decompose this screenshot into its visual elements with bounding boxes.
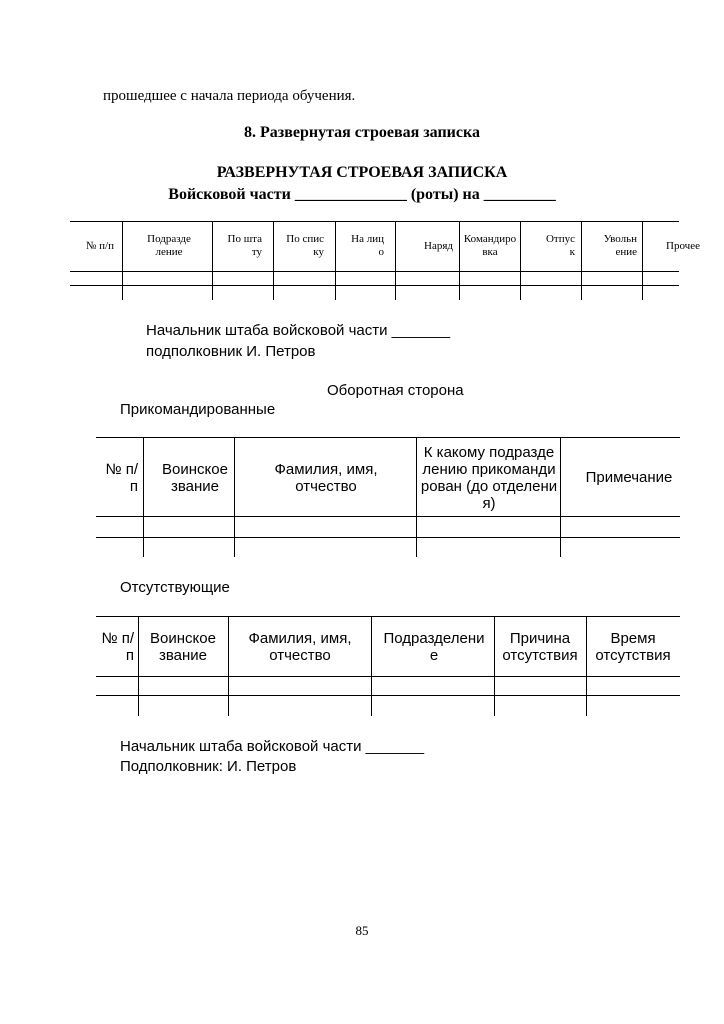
intro-line: прошедшее с начала периода обучения. — [103, 88, 356, 104]
attached-col-unit: К какому подразделению прикомандирован (до отделения) — [420, 443, 558, 513]
summary-col-number: № п/п — [85, 239, 114, 252]
attached-label: Прикомандированные — [120, 401, 276, 418]
absent-label: Отсутствующие — [120, 579, 230, 596]
summary-col-unit: Подразделение — [147, 233, 191, 258]
absent-col-time: Время отсутствия — [595, 629, 671, 664]
document-subtitle: Войсковой части ______________ (роты) на _________ — [168, 186, 556, 203]
absent-col-name: Фамилия, имя, отчество — [248, 629, 352, 664]
section-heading: 8. Развернутая строевая записка — [244, 124, 480, 141]
absent-col-number: № п/п — [101, 629, 134, 664]
summary-col-staff: По штату — [227, 233, 262, 258]
document-title: РАЗВЕРНУТАЯ СТРОЕВАЯ ЗАПИСКА — [216, 164, 508, 181]
attached-col-number: № п/п — [105, 460, 138, 495]
absent-col-reason: Причина отсутствия — [502, 629, 578, 664]
absent-col-unit: Подразделение — [383, 629, 485, 664]
attached-col-name: Фамилия, имя, отчество — [274, 460, 378, 495]
attached-col-note: Примечание — [585, 469, 673, 487]
signature-2-line-1: Начальник штаба войсковой части _______ — [120, 738, 425, 755]
reverse-side-label: Оборотная сторона — [327, 382, 464, 399]
attached-col-rank: Воинское звание — [162, 460, 228, 495]
absent-col-rank: Воинское звание — [150, 629, 216, 664]
signature-1-line-2: подполковник И. Петров — [146, 343, 316, 360]
page-number: 85 — [355, 923, 369, 938]
summary-col-list: По списку — [286, 233, 324, 258]
summary-col-present: На лицо — [351, 233, 384, 258]
summary-col-trip: Командировка — [463, 233, 517, 258]
summary-col-dismissal: Увольнение — [603, 233, 637, 258]
summary-col-leave: Отпуск — [545, 233, 575, 258]
signature-2-line-2: Подполковник: И. Петров — [120, 758, 297, 775]
signature-1-line-1: Начальник штаба войсковой части _______ — [146, 322, 451, 339]
summary-col-duty: Наряд — [424, 239, 453, 252]
summary-col-other: Прочее — [666, 239, 700, 252]
